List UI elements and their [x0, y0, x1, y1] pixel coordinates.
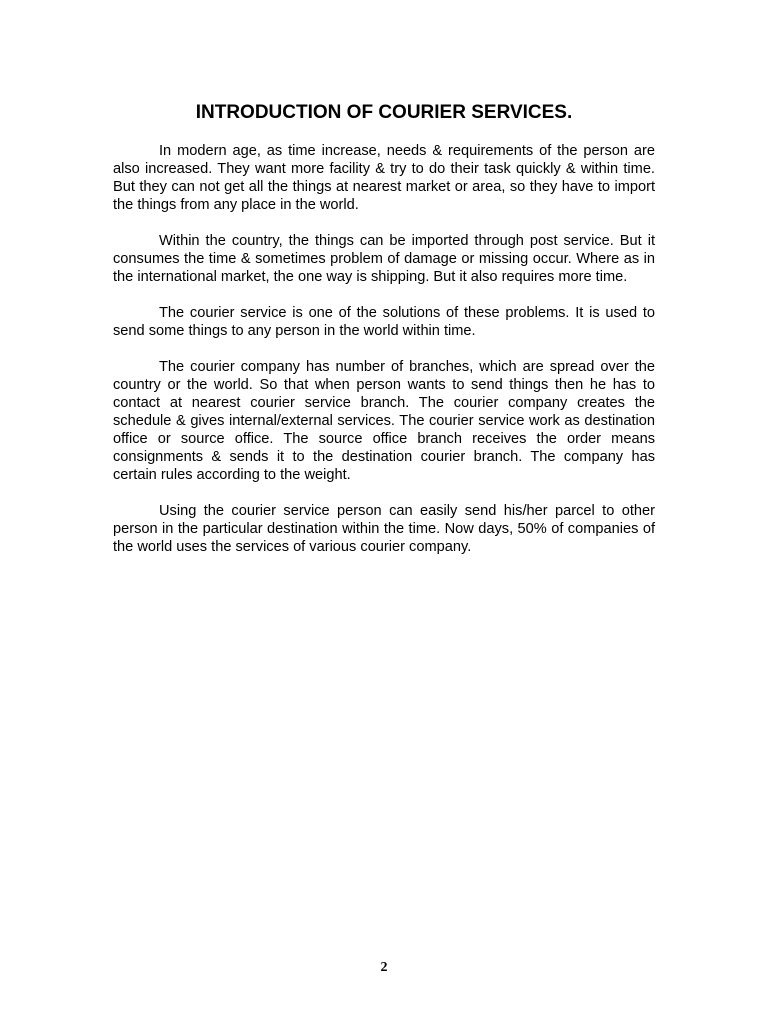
page-number: 2: [380, 960, 388, 975]
page-title: INTRODUCTION OF COURIER SERVICES.: [195, 102, 573, 123]
paragraph-usage: Using the courier service person can easily send his/her parcel to other person in the particular destination within the time. Now days, 50% of companies of the world uses the services of various courier company.: [113, 503, 655, 555]
document-body: [113, 142, 655, 574]
paragraph-branches: The courier company has number of branches, which are spread over the country or the world. So that when person wants to send things then he has to contact at nearest courier service branch. The courier company creates the schedule & gives internal/external services. The courier service work as destination office or source office. The source office branch receives the order means consignments & sends it to the destination courier branch. The company has certain rules according to the weight.: [113, 359, 655, 483]
paragraph-solution: The courier service is one of the solutions of these problems. It is used to send some things to any person in the world within time.: [113, 305, 655, 339]
paragraph-post-service: Within the country, the things can be imported through post service. But it consumes the time & sometimes problem of damage or missing occur. Where as in the international market, the one way is shipping. But it also requires more time.: [113, 233, 655, 285]
paragraph-intro: In modern age, as time increase, needs & requirements of the person are also increased. They want more facility & try to do their task quickly & within time. But they can not get all the things at nearest market or area, so they have to import the things from any place in the world.: [113, 143, 655, 213]
